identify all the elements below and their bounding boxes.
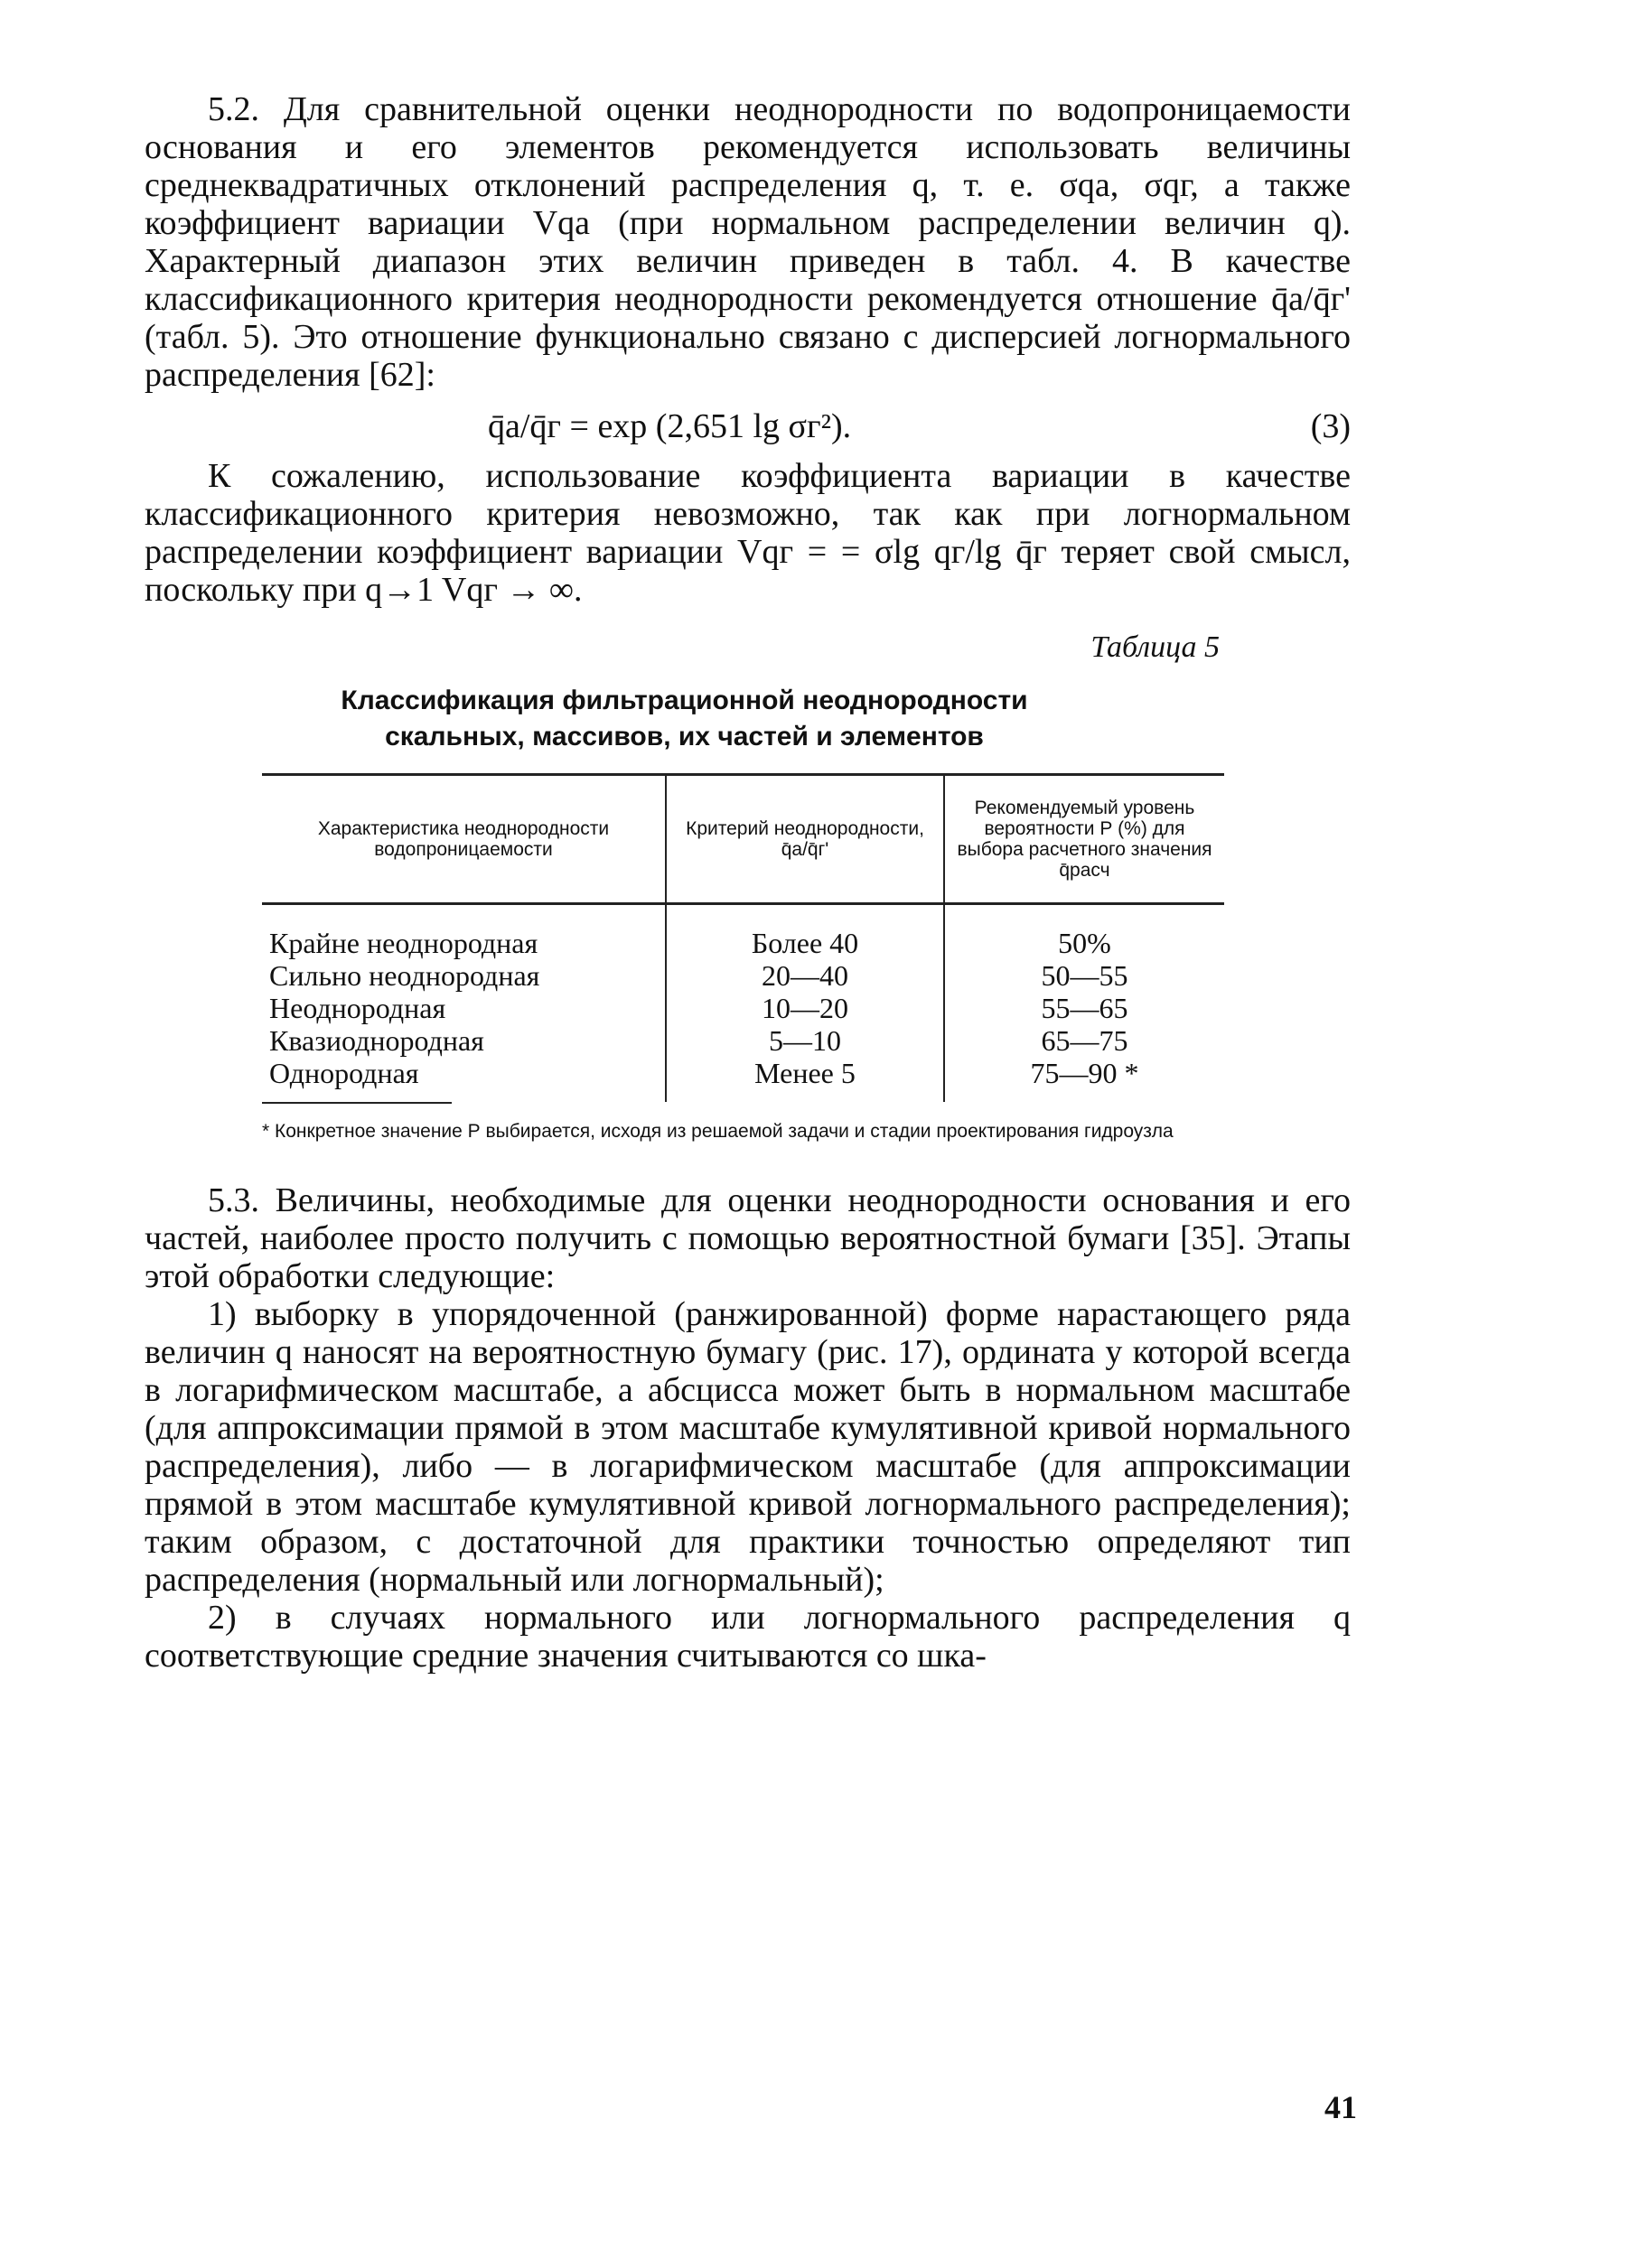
- paragraph-5-2: 5.2. Для сравнительной оценки неоднородности по водопроницаемости основания и его элементов рекомендуется использовать величины среднеквадратичных отклонений распределения q, т. е. σqа, σqг, а также коэффициент вариации Vqа (при нормальном распределении величин q). Характерный диапазон этих величин приведен в табл. 4. В качестве классификационного критерия неоднородности рекомендуется отношение q̄а/q̄г' (табл. 5). Это отношение функционально связано с дисперсией логнормального распределения [62]:: [145, 90, 1351, 394]
- paragraph-5-3: 5.3. Величины, необходимые для оценки неоднородности основания и его частей, наиболее просто получить с помощью вероятностной бумаги [35]. Этапы этой обработки следующие:: [145, 1181, 1351, 1295]
- header-criterion: Критерий неоднородности, q̄а/q̄г': [666, 775, 944, 904]
- row-probability: 55—65: [1041, 992, 1128, 1024]
- row-criterion: 20—40: [666, 959, 944, 992]
- row-characteristic: Однородная: [269, 1057, 419, 1089]
- list-item-1: 1) выборку в упорядоченной (ранжированной) форме нарастающего ряда величин q наносят на вероятностную бумагу (рис. 17), ордината у которой всегда в логарифмическом масштабе, а абсцисса может быть в нормальном масштабе (для аппроксимации прямой в этом масштабе кумулятивной кривой нормального распределения), либо — в логарифмическом масштабе (для аппроксимации прямой в этом масштабе кумулятивной кривой логнормального распределения); таким образом, с достаточной для практики точностью определяют тип распределения (нормальный или логнормальный);: [145, 1295, 1351, 1599]
- header-probability: Рекомендуемый уровень вероятности Р (%) для выбора расчетного значения q̄расч: [944, 775, 1224, 904]
- page-content: [145, 90, 1351, 1675]
- row-probability: 75—90 *: [1030, 1057, 1139, 1089]
- formula-number: (3): [1310, 407, 1351, 445]
- page-number: 41: [1324, 2089, 1357, 2125]
- header-characteristic: Характеристика неоднородности водопроницаемости: [262, 775, 666, 904]
- row-probability: 65—75: [1041, 1024, 1128, 1057]
- list-item-2: 2) в случаях нормального или логнормального распределения q соответствующие средние значения считываются со шка-: [145, 1599, 1351, 1675]
- row-criterion: Менее 5: [666, 1057, 944, 1102]
- table-row: [262, 959, 1224, 992]
- row-probability: 50—55: [1041, 959, 1128, 992]
- table-header-row: [262, 775, 1224, 904]
- row-characteristic: Квазиоднородная: [269, 1024, 484, 1057]
- row-criterion: 5—10: [666, 1024, 944, 1057]
- classification-table: [262, 773, 1224, 1102]
- table-title-line-2: скальных, массивов, их частей и элементов: [385, 722, 984, 751]
- table-footnote: * Конкретное значение Р выбирается, исходя из решаемой задачи и стадии проектирования гидроузла: [262, 1121, 1174, 1142]
- formula-3: q̄а/q̄г = exp (2,651 lg σг²).: [488, 407, 852, 445]
- table-label: Таблица 5: [1090, 630, 1220, 664]
- row-characteristic: Неоднородная: [269, 992, 446, 1024]
- row-criterion: 10—20: [666, 992, 944, 1024]
- table-title: [145, 683, 1224, 755]
- row-characteristic: Крайне неоднородная: [269, 927, 538, 959]
- table-row: [262, 904, 1224, 960]
- formula-row: [145, 401, 1351, 450]
- table-row: [262, 1024, 1224, 1057]
- row-criterion: Более 40: [666, 904, 944, 960]
- paragraph-variation: К сожалению, использование коэффициента вариации в качестве классификационного критерия невозможно, так как при логнормальном распределении коэффициент вариации Vqг = = σlg qг/lg q̄г теряет свой смысл, поскольку при q→1 Vqг → ∞.: [145, 457, 1351, 609]
- row-characteristic: Сильно неоднородная: [269, 959, 540, 992]
- table-title-line-1: Классификация фильтрационной неоднородности: [341, 686, 1028, 715]
- table-row: [262, 992, 1224, 1024]
- row-probability: 50%: [1058, 927, 1111, 959]
- footnote-divider: [262, 1102, 452, 1104]
- table-row: [262, 1057, 1224, 1102]
